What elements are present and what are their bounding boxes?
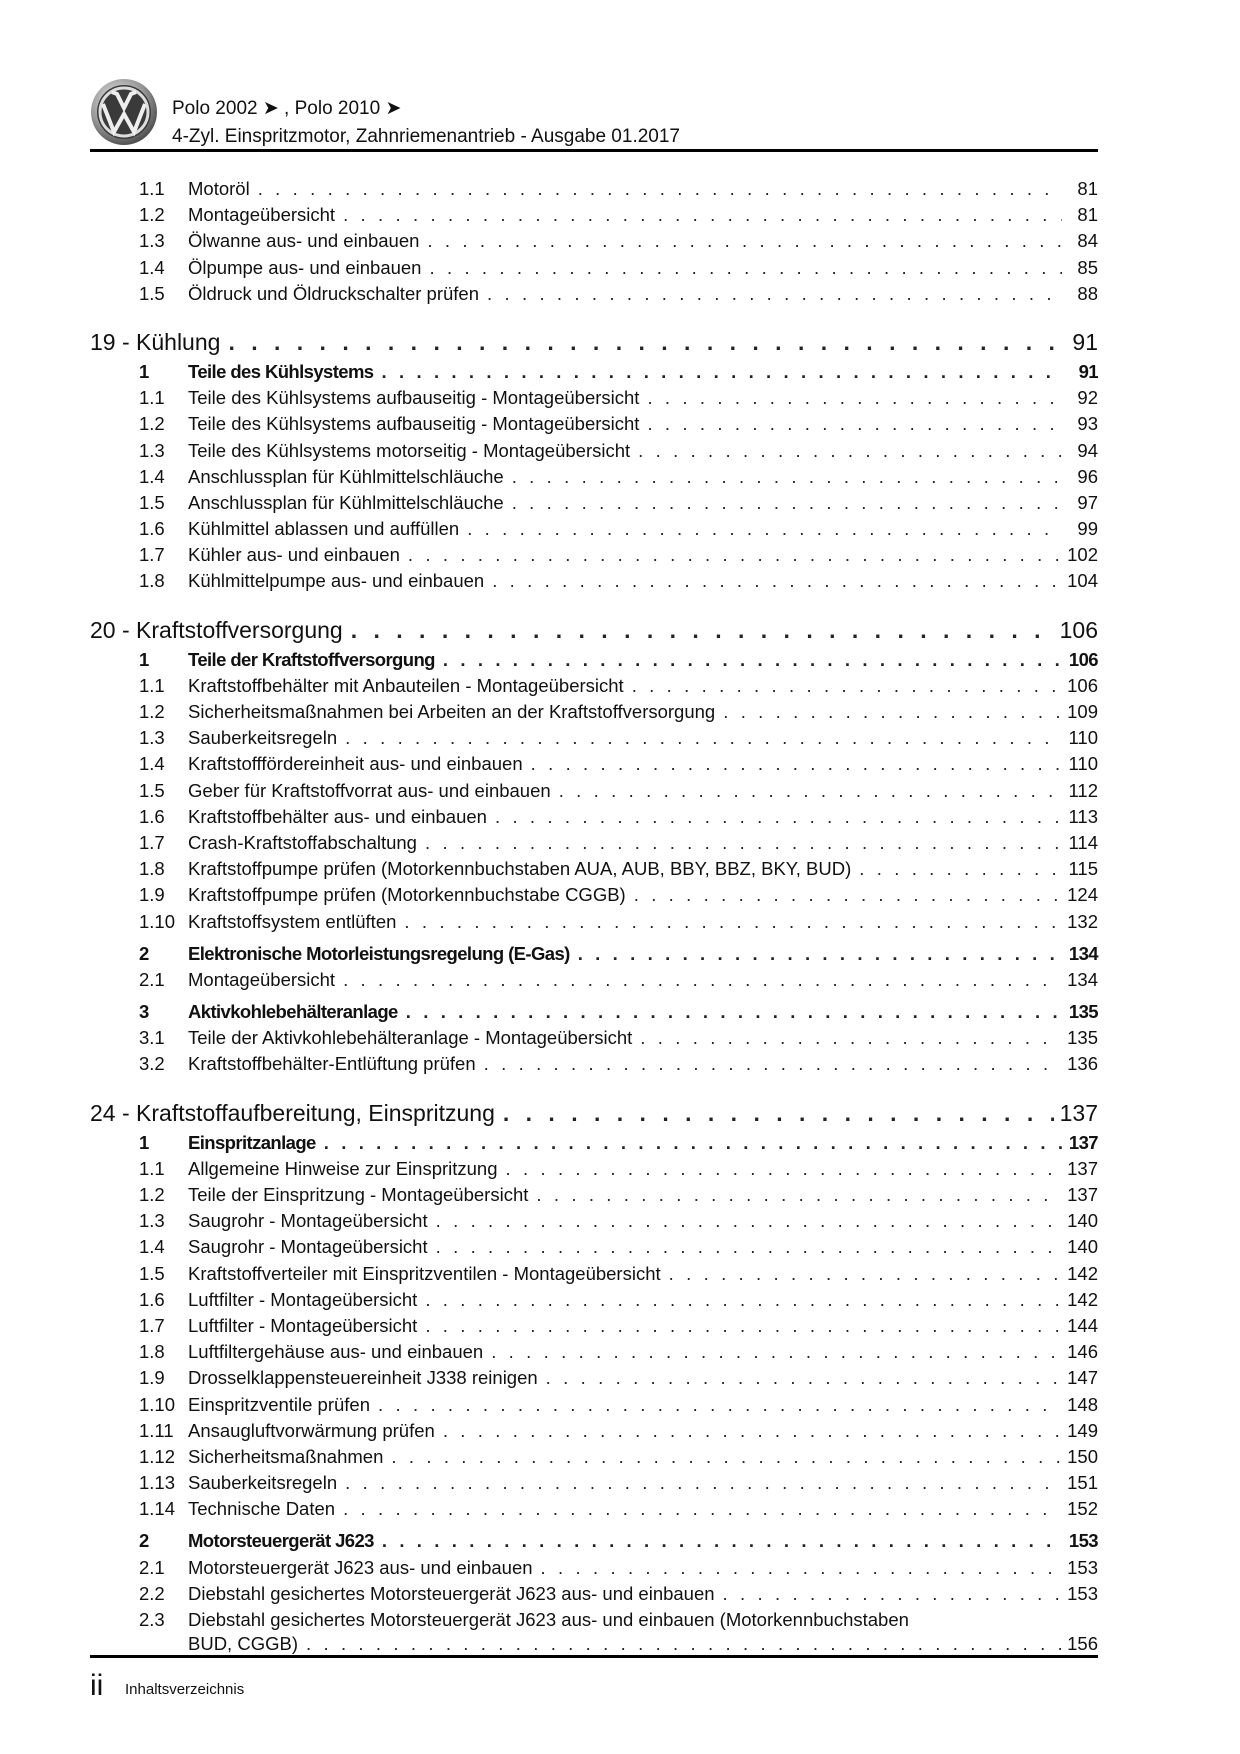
- entry-number: 1.7: [139, 544, 165, 566]
- entry-title: Teile der Aktivkohlebehälteranlage - Montageübersicht: [188, 1027, 633, 1049]
- entry-number: 2.2: [139, 1582, 165, 1604]
- entry-number: 1.9: [139, 1367, 165, 1389]
- entry-page: 102: [1067, 544, 1098, 566]
- entry-page: 93: [1077, 413, 1098, 435]
- dot-leader: [492, 568, 1061, 594]
- entry-page: 148: [1067, 1393, 1098, 1415]
- toc-entry[interactable]: [90, 202, 1098, 228]
- entry-page: 151: [1067, 1472, 1098, 1494]
- dot-leader: [531, 751, 1062, 777]
- dot-leader: [491, 1339, 1061, 1365]
- entry-page: 140: [1067, 1236, 1098, 1258]
- entry-page: 153: [1067, 1556, 1098, 1578]
- toc-entry[interactable]: [90, 751, 1098, 777]
- entry-title: Saugrohr - Montageübersicht: [188, 1210, 428, 1232]
- dot-leader: [467, 516, 1062, 542]
- entry-title: Teile des Kühlsystems aufbauseitig - Montageübersicht: [188, 387, 640, 409]
- entry-number: 1.10: [139, 1393, 176, 1415]
- entry-title: Ölpumpe aus- und einbauen: [188, 256, 422, 278]
- entry-number: 1.1: [139, 387, 165, 409]
- toc-entry[interactable]: [90, 882, 1098, 908]
- dot-leader: [669, 1261, 1061, 1287]
- entry-page: 96: [1077, 465, 1098, 487]
- entry-number: 2.1: [139, 1556, 165, 1578]
- entry-page: 136: [1067, 1053, 1098, 1075]
- toc-chapter[interactable]: [90, 326, 1098, 359]
- entry-number: 1.4: [139, 256, 165, 278]
- entry-page: 156: [1067, 1633, 1098, 1655]
- dot-leader: [351, 614, 1054, 647]
- dot-leader: [343, 1496, 1061, 1522]
- entry-title: Diebstahl gesichertes Motorsteuergerät J623 aus- und einbauen: [188, 1582, 715, 1604]
- dot-leader: [343, 202, 1062, 228]
- entry-title: Crash-Kraftstoffabschaltung: [188, 831, 417, 853]
- entry-page: 97: [1077, 491, 1098, 513]
- dot-leader: [391, 1444, 1061, 1470]
- entry-page: 137: [1067, 1184, 1098, 1205]
- entry-number: 1.1: [139, 1157, 165, 1179]
- dot-leader: [228, 326, 1062, 359]
- toc-entry[interactable]: [90, 176, 1098, 202]
- dot-leader: [306, 1633, 1061, 1655]
- entry-page: 112: [1068, 779, 1098, 801]
- entry-title: Anschlussplan für Kühlmittelschläuche: [188, 465, 504, 487]
- entry-page: 152: [1067, 1498, 1098, 1520]
- toc-entry[interactable]: [90, 228, 1098, 254]
- toc-entry[interactable]: [90, 1392, 1098, 1418]
- toc-entry[interactable]: [90, 1470, 1098, 1496]
- toc-entry[interactable]: [90, 1208, 1098, 1234]
- dot-leader: [425, 1287, 1061, 1313]
- toc-entry[interactable]: [90, 804, 1098, 830]
- toc-entry[interactable]: [90, 1182, 1098, 1208]
- toc-entry[interactable]: [90, 385, 1098, 411]
- entry-title: Kraftstoffbehälter mit Anbauteilen - Montageübersicht: [188, 674, 624, 696]
- entry-page: 114: [1068, 831, 1098, 853]
- entry-title: Ansaugluftvorwärmung prüfen: [188, 1419, 435, 1441]
- entry-number: 2.1: [139, 968, 165, 990]
- entry-title: Öldruck und Öldruckschalter prüfen: [188, 282, 479, 304]
- dot-leader: [408, 542, 1061, 568]
- toc-entry[interactable]: [90, 1365, 1098, 1391]
- entry-title: Kühler aus- und einbauen: [188, 544, 400, 566]
- entry-title: Luftfiltergehäuse aus- und einbauen: [188, 1341, 484, 1363]
- entry-page: 137: [1067, 1157, 1098, 1179]
- entry-page: 81: [1077, 178, 1098, 199]
- entry-number: 1.5: [139, 491, 165, 513]
- entry-title: Sauberkeitsregeln: [188, 1472, 338, 1494]
- dot-leader: [559, 778, 1062, 804]
- dot-leader: [345, 725, 1062, 751]
- toc-entry[interactable]: [90, 725, 1098, 751]
- toc-entry[interactable]: [90, 1051, 1098, 1077]
- entry-number: 3.1: [139, 1027, 165, 1049]
- dot-leader: [324, 1130, 1062, 1156]
- toc-entry[interactable]: [90, 516, 1098, 542]
- entry-title: Teile der Einspritzung - Montageübersicht: [188, 1184, 529, 1205]
- entry-number: 1.5: [139, 282, 165, 304]
- toc-entry[interactable]: [90, 1418, 1098, 1444]
- entry-number: 1.2: [139, 413, 165, 435]
- entry-number: 2: [139, 1530, 149, 1552]
- dot-leader: [638, 438, 1062, 464]
- toc-entry[interactable]: [90, 778, 1098, 804]
- toc-entry[interactable]: [90, 856, 1098, 882]
- dot-leader: [647, 385, 1062, 411]
- entry-page: 106: [1068, 648, 1098, 670]
- entry-page: 153: [1067, 1582, 1098, 1604]
- entry-page: 109: [1067, 701, 1098, 722]
- entry-number: 2: [139, 942, 149, 964]
- toc-section[interactable]: [90, 999, 1098, 1025]
- entry-number: 1.6: [139, 805, 165, 827]
- entry-number: 1.3: [139, 230, 165, 252]
- dot-leader: [512, 490, 1062, 516]
- entry-title: Teile des Kühlsystems aufbauseitig - Montageübersicht: [188, 413, 640, 435]
- entry-number: 1: [139, 360, 149, 382]
- entry-title-continued: BUD, CGGB): [188, 1633, 298, 1655]
- entry-page: 147: [1067, 1367, 1098, 1389]
- toc-entry[interactable]: [90, 1234, 1098, 1260]
- entry-page: 85: [1077, 256, 1098, 278]
- entry-page: 144: [1067, 1314, 1098, 1336]
- dot-leader: [506, 1156, 1062, 1182]
- toc-entry[interactable]: [90, 1287, 1098, 1313]
- entry-title: Motorsteuergerät J623 aus- und einbauen: [188, 1556, 533, 1578]
- entry-title: Kraftstoffsystem entlüften: [188, 910, 397, 932]
- toc-entry[interactable]: [90, 411, 1098, 437]
- dot-leader: [378, 1392, 1061, 1418]
- entry-title: Kühlmittel ablassen und auffüllen: [188, 518, 460, 540]
- entry-page: 94: [1077, 439, 1098, 461]
- entry-title: Kraftstofffördereinheit aus- und einbauen: [188, 753, 523, 775]
- entry-title: Montageübersicht: [188, 968, 336, 990]
- toc-entry[interactable]: [90, 967, 1098, 993]
- toc-entry[interactable]: [90, 1581, 1098, 1607]
- entry-number: 1.3: [139, 727, 165, 749]
- dot-leader: [546, 1365, 1061, 1391]
- toc-entry[interactable]: [90, 1339, 1098, 1365]
- entry-title: Geber für Kraftstoffvorrat aus- und einbauen: [188, 779, 551, 801]
- toc-section[interactable]: [90, 941, 1098, 967]
- entry-title: Motorsteuergerät J623: [188, 1530, 374, 1552]
- entry-page: 150: [1067, 1445, 1098, 1467]
- dot-leader: [427, 228, 1062, 254]
- dot-leader: [436, 1234, 1062, 1260]
- entry-number: 1.3: [139, 1210, 165, 1232]
- toc-entry[interactable]: [90, 1555, 1098, 1581]
- entry-page: 110: [1068, 753, 1098, 775]
- entry-number: 2.3: [139, 1609, 165, 1630]
- entry-title: Sicherheitsmaßnahmen: [188, 1445, 384, 1467]
- dot-leader: [634, 882, 1061, 908]
- toc-entry[interactable]: [90, 830, 1098, 856]
- entry-title: Kraftstoffbehälter aus- und einbauen: [188, 805, 487, 827]
- entry-number: 1.4: [139, 1236, 165, 1258]
- toc-entry[interactable]: [90, 1607, 1098, 1633]
- entry-title: Sauberkeitsregeln: [188, 727, 338, 749]
- entry-number: 1.4: [139, 465, 165, 487]
- toc-entry-continuation[interactable]: [90, 1633, 1098, 1655]
- dot-leader: [723, 1581, 1062, 1607]
- entry-title: Teile des Kühlsystems: [188, 360, 374, 382]
- entry-title: Allgemeine Hinweise zur Einspritzung: [188, 1157, 498, 1179]
- entry-page: 142: [1067, 1262, 1098, 1284]
- entry-number: 1.2: [139, 1184, 165, 1205]
- dot-leader: [382, 1528, 1062, 1554]
- dot-leader: [512, 464, 1062, 490]
- entry-number: 1.1: [139, 178, 165, 199]
- entry-title: Diebstahl gesichertes Motorsteuergerät J623 aus- und einbauen (Motorkennbuchstaben: [188, 1609, 909, 1630]
- dot-leader: [406, 999, 1062, 1025]
- entry-number: 1.13: [139, 1472, 176, 1494]
- entry-title: Kraftstoffpumpe prüfen (Motorkennbuchstabe CGGB): [188, 884, 626, 906]
- entry-number: 1.2: [139, 204, 165, 226]
- toc-entry[interactable]: [90, 673, 1098, 699]
- entry-page: 106: [1059, 616, 1098, 643]
- entry-page: 135: [1067, 1027, 1098, 1049]
- entry-title: Sicherheitsmaßnahmen bei Arbeiten an der Kraftstoffversorgung: [188, 701, 716, 722]
- entry-page: 146: [1067, 1341, 1098, 1363]
- toc-entry[interactable]: [90, 1313, 1098, 1339]
- entry-number: 1.11: [139, 1419, 174, 1441]
- toc-entry[interactable]: [90, 490, 1098, 516]
- toc-chapter[interactable]: [90, 1097, 1098, 1130]
- dot-leader: [382, 359, 1063, 385]
- toc-entry[interactable]: [90, 1444, 1098, 1470]
- toc-entry[interactable]: [90, 909, 1098, 935]
- entry-number: 1.9: [139, 884, 165, 906]
- toc-entry[interactable]: [90, 1496, 1098, 1522]
- footer-page-number: ii: [90, 1669, 104, 1702]
- entry-title: Drosselklappensteuereinheit J338 reinigen: [188, 1367, 538, 1389]
- entry-title: Anschlussplan für Kühlmittelschläuche: [188, 491, 504, 513]
- toc-section[interactable]: [90, 1130, 1098, 1156]
- entry-page: 110: [1068, 727, 1098, 749]
- header-model: Polo 2002 ➤ , Polo 2010 ➤: [172, 98, 402, 119]
- entry-page: 91: [1078, 360, 1098, 382]
- entry-page: 132: [1067, 910, 1098, 932]
- entry-title: Luftfilter - Montageübersicht: [188, 1314, 418, 1336]
- entry-page: 115: [1068, 858, 1098, 880]
- entry-number: 1.8: [139, 858, 165, 880]
- entry-title: Saugrohr - Montageübersicht: [188, 1236, 428, 1258]
- entry-title: 19 - Kühlung: [90, 328, 221, 355]
- dot-leader: [578, 941, 1062, 967]
- table-of-contents: [90, 176, 1098, 1655]
- entry-number: 3: [139, 1001, 149, 1023]
- toc-chapter[interactable]: [90, 614, 1098, 647]
- footer-label: Inhaltsverzeichnis: [125, 1681, 245, 1698]
- dot-leader: [484, 1051, 1062, 1077]
- entry-page: 142: [1067, 1288, 1098, 1310]
- dot-leader: [647, 411, 1062, 437]
- entry-title: Einspritzventile prüfen: [188, 1393, 371, 1415]
- dot-leader: [404, 909, 1061, 935]
- entry-page: 149: [1067, 1419, 1098, 1441]
- entry-number: 1.6: [139, 1288, 165, 1310]
- entry-title: Elektronische Motorleistungsregelung (E-Gas): [188, 942, 570, 964]
- entry-number: 1.8: [139, 570, 165, 592]
- entry-number: 1.4: [139, 753, 165, 775]
- entry-page: 134: [1067, 968, 1098, 990]
- entry-title: Teile des Kühlsystems motorseitig - Montageübersicht: [188, 439, 631, 461]
- entry-page: 104: [1067, 570, 1098, 592]
- entry-number: 1: [139, 1131, 149, 1153]
- toc-entry[interactable]: [90, 438, 1098, 464]
- toc-entry[interactable]: [90, 699, 1098, 725]
- entry-number: 1.14: [139, 1498, 176, 1520]
- entry-page: 81: [1077, 204, 1098, 226]
- entry-page: 99: [1077, 518, 1098, 540]
- entry-title: Technische Daten: [188, 1498, 336, 1520]
- dot-leader: [859, 856, 1062, 882]
- dot-leader: [443, 1418, 1061, 1444]
- entry-number: 1.7: [139, 1314, 165, 1336]
- entry-title: Kraftstoffpumpe prüfen (Motorkennbuchstaben AUA, AUB, BBY, BBZ, BKY, BUD): [188, 858, 852, 880]
- entry-number: 1.2: [139, 701, 165, 722]
- toc-entry[interactable]: [90, 464, 1098, 490]
- entry-title: Luftfilter - Montageübersicht: [188, 1288, 418, 1310]
- entry-title: Kühlmittelpumpe aus- und einbauen: [188, 570, 485, 592]
- entry-title: 20 - Kraftstoffversorgung: [90, 616, 343, 643]
- dot-leader: [258, 176, 1062, 202]
- dot-leader: [632, 673, 1061, 699]
- entry-title: Kraftstoffbehälter-Entlüftung prüfen: [188, 1053, 476, 1075]
- entry-page: 153: [1068, 1530, 1098, 1552]
- dot-leader: [436, 1208, 1062, 1234]
- header-rule: [90, 149, 1098, 152]
- entry-title: Aktivkohlebehälteranlage: [188, 1001, 398, 1023]
- entry-page: 92: [1077, 387, 1098, 409]
- entry-number: 1.5: [139, 779, 165, 801]
- toc-entry[interactable]: [90, 1025, 1098, 1051]
- entry-page: 140: [1067, 1210, 1098, 1232]
- entry-number: 3.2: [139, 1053, 165, 1075]
- dot-leader: [443, 647, 1062, 673]
- entry-page: 137: [1059, 1099, 1098, 1126]
- entry-page: 137: [1068, 1131, 1098, 1153]
- toc-entry[interactable]: [90, 1156, 1098, 1182]
- entry-number: 1.8: [139, 1341, 165, 1363]
- dot-leader: [495, 804, 1062, 830]
- entry-page: 134: [1068, 942, 1098, 964]
- entry-number: 1.10: [139, 910, 176, 932]
- toc-entry[interactable]: [90, 281, 1098, 307]
- toc-entry[interactable]: [90, 542, 1098, 568]
- toc-entry[interactable]: [90, 1261, 1098, 1287]
- toc-section[interactable]: [90, 359, 1098, 385]
- dot-leader: [343, 967, 1061, 993]
- entry-page: 113: [1068, 805, 1098, 827]
- entry-page: 91: [1072, 328, 1098, 355]
- entry-number: 1: [139, 648, 149, 670]
- entry-title: Montageübersicht: [188, 204, 336, 226]
- entry-number: 1.12: [139, 1445, 176, 1467]
- entry-page: 88: [1077, 282, 1098, 304]
- dot-leader: [723, 699, 1061, 725]
- dot-leader: [425, 830, 1062, 856]
- entry-title: Teile der Kraftstoffversorgung: [188, 648, 435, 670]
- footer-rule: [90, 1655, 1098, 1658]
- entry-title: Kraftstoffverteiler mit Einspritzventilen - Montageübersicht: [188, 1262, 661, 1284]
- entry-page: 106: [1067, 674, 1098, 696]
- dot-leader: [541, 1555, 1062, 1581]
- entry-title: Einspritzanlage: [188, 1131, 316, 1153]
- entry-title: Motoröl: [188, 178, 250, 199]
- vw-logo: [90, 78, 158, 146]
- dot-leader: [503, 1097, 1054, 1130]
- entry-page: 135: [1068, 1001, 1098, 1023]
- entry-page: 124: [1067, 884, 1098, 906]
- dot-leader: [425, 1313, 1061, 1339]
- entry-page: 84: [1077, 230, 1098, 252]
- toc-entry[interactable]: [90, 568, 1098, 594]
- entry-title: 24 - Kraftstoffaufbereitung, Einspritzung: [90, 1099, 495, 1126]
- entry-number: 1.3: [139, 439, 165, 461]
- entry-number: 1.1: [139, 674, 165, 696]
- dot-leader: [536, 1182, 1061, 1208]
- entry-title: Ölwanne aus- und einbauen: [188, 230, 420, 252]
- toc-entry[interactable]: [90, 255, 1098, 281]
- toc-section[interactable]: [90, 1528, 1098, 1554]
- entry-number: 1.5: [139, 1262, 165, 1284]
- header-subtitle: 4-Zyl. Einspritzmotor, Zahnriemenantrieb - Ausgabe 01.2017: [172, 126, 680, 147]
- dot-leader: [640, 1025, 1061, 1051]
- entry-number: 1.7: [139, 831, 165, 853]
- dot-leader: [429, 255, 1062, 281]
- dot-leader: [487, 281, 1062, 307]
- dot-leader: [345, 1470, 1061, 1496]
- entry-number: 1.6: [139, 518, 165, 540]
- toc-section[interactable]: [90, 647, 1098, 673]
